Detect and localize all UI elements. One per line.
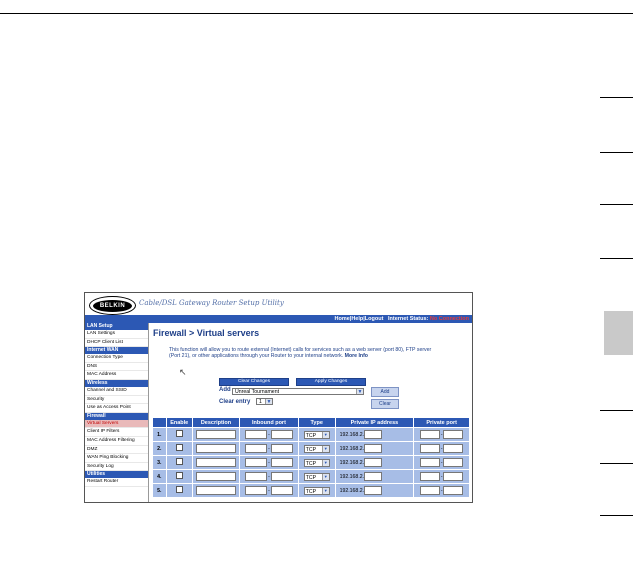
private-ip-input[interactable]	[364, 486, 382, 495]
inbound-port-end-input[interactable]	[271, 486, 293, 495]
enable-cell	[167, 470, 192, 483]
internet-status-value: No Connection	[429, 316, 469, 322]
col-header-private-port: Private port	[414, 418, 469, 427]
ip-prefix: 192.168.2.	[339, 487, 365, 494]
row-number: 1.	[153, 428, 166, 441]
sidebar-item[interactable]: DMZ	[85, 446, 148, 455]
col-header-enable: Enable	[167, 418, 192, 427]
description-input[interactable]	[196, 444, 236, 453]
enable-cell	[167, 484, 192, 497]
internet-status-label: Internet Status:	[388, 316, 429, 322]
description-cell	[193, 470, 239, 483]
private-port-end-input[interactable]	[440, 486, 463, 495]
sidebar-item[interactable]: LAN Settings	[85, 330, 148, 339]
description-input[interactable]	[196, 430, 236, 439]
page-title: Firewall > Virtual servers	[153, 328, 260, 338]
chevron-down-icon: ▼	[322, 488, 329, 494]
protocol-type-select[interactable]: TCP ▼	[304, 459, 330, 467]
port-range-dash: -	[440, 487, 443, 494]
inbound-port-cell	[240, 470, 298, 483]
sidebar-item[interactable]: MAC Address Filtering	[85, 437, 148, 446]
inbound-port-end-input[interactable]	[271, 430, 293, 439]
inbound-port-start-input[interactable]	[245, 458, 267, 467]
private-port-end-input[interactable]	[440, 472, 463, 481]
inbound-port-start-input[interactable]	[245, 444, 267, 453]
description-input[interactable]	[196, 486, 236, 495]
sidebar-item[interactable]: MAC Address	[85, 371, 148, 380]
table-row	[153, 428, 469, 441]
private-port-end-input[interactable]	[440, 458, 463, 467]
apply-changes-button[interactable]: Apply Changes	[296, 378, 366, 386]
home-link[interactable]: Home	[334, 316, 350, 322]
port-range-dash: -	[268, 445, 270, 452]
sidebar-section-header: Utilities	[85, 471, 148, 478]
private-ip-input[interactable]	[364, 458, 382, 467]
row-number: 2.	[153, 442, 166, 455]
private-port-start-input[interactable]	[420, 430, 440, 439]
inbound-port-end-input[interactable]	[271, 444, 293, 453]
enable-cell	[167, 456, 192, 469]
add-label: Add	[219, 387, 231, 393]
protocol-type-select[interactable]: TCP ▼	[304, 487, 330, 495]
sidebar-section-header: Firewall	[85, 413, 148, 420]
port-range-dash: -	[268, 473, 270, 480]
table-row	[153, 442, 469, 455]
row-number: 4.	[153, 470, 166, 483]
ip-prefix: 192.168.2.	[339, 445, 365, 452]
add-service-select[interactable]: Unreal Tournament ▼	[232, 388, 364, 395]
port-range-dash: -	[440, 473, 443, 480]
clear-entry-label: Clear entry	[219, 399, 251, 405]
section-tab-4	[600, 258, 633, 259]
description-input[interactable]	[196, 458, 236, 467]
private-port-cell	[414, 470, 469, 483]
enable-checkbox[interactable]	[176, 430, 183, 437]
section-tab-1	[600, 97, 633, 98]
sidebar-item[interactable]: Security Log	[85, 463, 148, 472]
sidebar	[85, 323, 149, 503]
nav-links: Home|Help|Logout Internet Status: No Connection	[334, 316, 469, 322]
ip-prefix: 192.168.2.	[339, 459, 365, 466]
sidebar-item[interactable]: DHCP Client List	[85, 339, 148, 348]
private-port-start-input[interactable]	[420, 444, 440, 453]
table-header-row	[153, 418, 469, 427]
inbound-port-cell	[240, 442, 298, 455]
private-port-cell	[414, 442, 469, 455]
clear-changes-button[interactable]: Clear Changes	[219, 378, 289, 386]
col-header-private-ip: Private IP address	[336, 418, 414, 427]
more-info-link[interactable]: More Info	[344, 353, 368, 360]
type-cell	[299, 470, 335, 483]
belkin-logo: BELKIN	[89, 296, 136, 315]
private-port-cell	[414, 484, 469, 497]
private-port-start-input[interactable]	[420, 472, 440, 481]
inbound-port-end-input[interactable]	[271, 458, 293, 467]
enable-cell	[167, 442, 192, 455]
table-row	[153, 484, 469, 497]
table-row	[153, 456, 469, 469]
private-port-cell	[414, 428, 469, 441]
sidebar-section-header: Wireless	[85, 380, 148, 387]
sidebar-item[interactable]: Security	[85, 396, 148, 405]
description-input[interactable]	[196, 472, 236, 481]
private-ip-cell	[336, 470, 414, 483]
inbound-port-start-input[interactable]	[245, 486, 267, 495]
section-tab-6	[600, 410, 633, 411]
chevron-down-icon: ▼	[322, 446, 329, 452]
enable-checkbox[interactable]	[176, 444, 183, 451]
section-tab-2	[600, 152, 633, 153]
description-cell	[193, 484, 239, 497]
chevron-down-icon: ▼	[322, 460, 329, 466]
clear-button[interactable]: Clear	[371, 399, 399, 409]
inbound-port-start-input[interactable]	[245, 430, 267, 439]
sidebar-item[interactable]: DNS	[85, 363, 148, 372]
sidebar-item[interactable]: WAN Ping Blocking	[85, 454, 148, 463]
table-row	[153, 470, 469, 483]
section-tab-7	[600, 463, 633, 464]
protocol-type-select[interactable]: TCP ▼	[304, 431, 330, 439]
type-cell	[299, 442, 335, 455]
private-ip-cell	[336, 456, 414, 469]
private-ip-input[interactable]	[364, 444, 382, 453]
description-cell	[193, 456, 239, 469]
sidebar-section-header: Internet WAN	[85, 347, 148, 354]
ip-prefix: 192.168.2.	[339, 473, 365, 480]
sidebar-item[interactable]: Virtual Servers	[85, 420, 148, 429]
sidebar-item[interactable]: Restart Router	[85, 478, 148, 487]
help-link[interactable]: Help	[351, 316, 364, 322]
clear-entry-select[interactable]: 1 ▼	[256, 398, 273, 405]
port-range-dash: -	[268, 487, 270, 494]
chevron-down-icon: ▼	[266, 399, 272, 405]
private-port-start-input[interactable]	[420, 458, 440, 467]
port-range-dash: -	[440, 459, 443, 466]
private-ip-cell	[336, 428, 414, 441]
enable-cell	[167, 428, 192, 441]
row-number: 3.	[153, 456, 166, 469]
private-port-cell	[414, 456, 469, 469]
chevron-down-icon: ▼	[322, 474, 329, 480]
header-title: Cable/DSL Gateway Router Setup Utility	[139, 299, 284, 307]
sidebar-section-header: LAN Setup	[85, 323, 148, 330]
enable-checkbox[interactable]	[176, 486, 183, 493]
sidebar-item[interactable]: Channel and SSID	[85, 387, 148, 396]
enable-checkbox[interactable]	[176, 472, 183, 479]
col-header-type: Type	[299, 418, 335, 427]
top-rule	[0, 13, 633, 14]
private-port-start-input[interactable]	[420, 486, 440, 495]
description: This function will allow you to route external (Internet) calls for services such as a web server (port 80), FTP server (Port 21), or other applications through your Router to your internal network. More Info	[169, 347, 432, 360]
type-cell	[299, 428, 335, 441]
router-header	[85, 293, 472, 316]
sidebar-item[interactable]: Use as Access Point	[85, 404, 148, 413]
section-tab-3	[600, 204, 633, 205]
protocol-type-select[interactable]: TCP ▼	[304, 445, 330, 453]
private-ip-input[interactable]	[364, 472, 382, 481]
virtual-servers-table	[152, 417, 470, 498]
section-tab-active	[604, 311, 633, 355]
type-cell	[299, 456, 335, 469]
inbound-port-cell	[240, 484, 298, 497]
enable-checkbox[interactable]	[176, 458, 183, 465]
col-header-num	[153, 418, 166, 427]
private-ip-input[interactable]	[364, 430, 382, 439]
inbound-port-end-input[interactable]	[271, 472, 293, 481]
chevron-down-icon: ▼	[322, 432, 329, 438]
sidebar-item[interactable]: Connection Type	[85, 354, 148, 363]
private-ip-cell	[336, 442, 414, 455]
port-range-dash: -	[268, 431, 270, 438]
router-ui-screenshot	[84, 292, 473, 503]
private-port-end-input[interactable]	[440, 444, 463, 453]
sidebar-item[interactable]: Client IP Filters	[85, 428, 148, 437]
ip-prefix: 192.168.2.	[339, 431, 365, 438]
protocol-type-select[interactable]: TCP ▼	[304, 473, 330, 481]
chevron-down-icon: ▼	[357, 389, 363, 395]
add-button[interactable]: Add	[371, 387, 399, 397]
row-number: 5.	[153, 484, 166, 497]
inbound-port-cell	[240, 456, 298, 469]
private-port-end-input[interactable]	[440, 430, 463, 439]
inbound-port-start-input[interactable]	[245, 472, 267, 481]
col-header-description: Description	[193, 418, 239, 427]
type-cell	[299, 484, 335, 497]
col-header-inbound-port: Inbound port	[240, 418, 298, 427]
nav-bar	[85, 315, 472, 323]
port-range-dash: -	[440, 431, 443, 438]
description-cell	[193, 442, 239, 455]
description-cell	[193, 428, 239, 441]
inbound-port-cell	[240, 428, 298, 441]
private-ip-cell	[336, 484, 414, 497]
mouse-cursor-icon: ↖	[179, 367, 187, 377]
port-range-dash: -	[268, 459, 270, 466]
port-range-dash: -	[440, 445, 443, 452]
section-tab-8	[600, 515, 633, 516]
logout-link[interactable]: Logout	[364, 316, 384, 322]
